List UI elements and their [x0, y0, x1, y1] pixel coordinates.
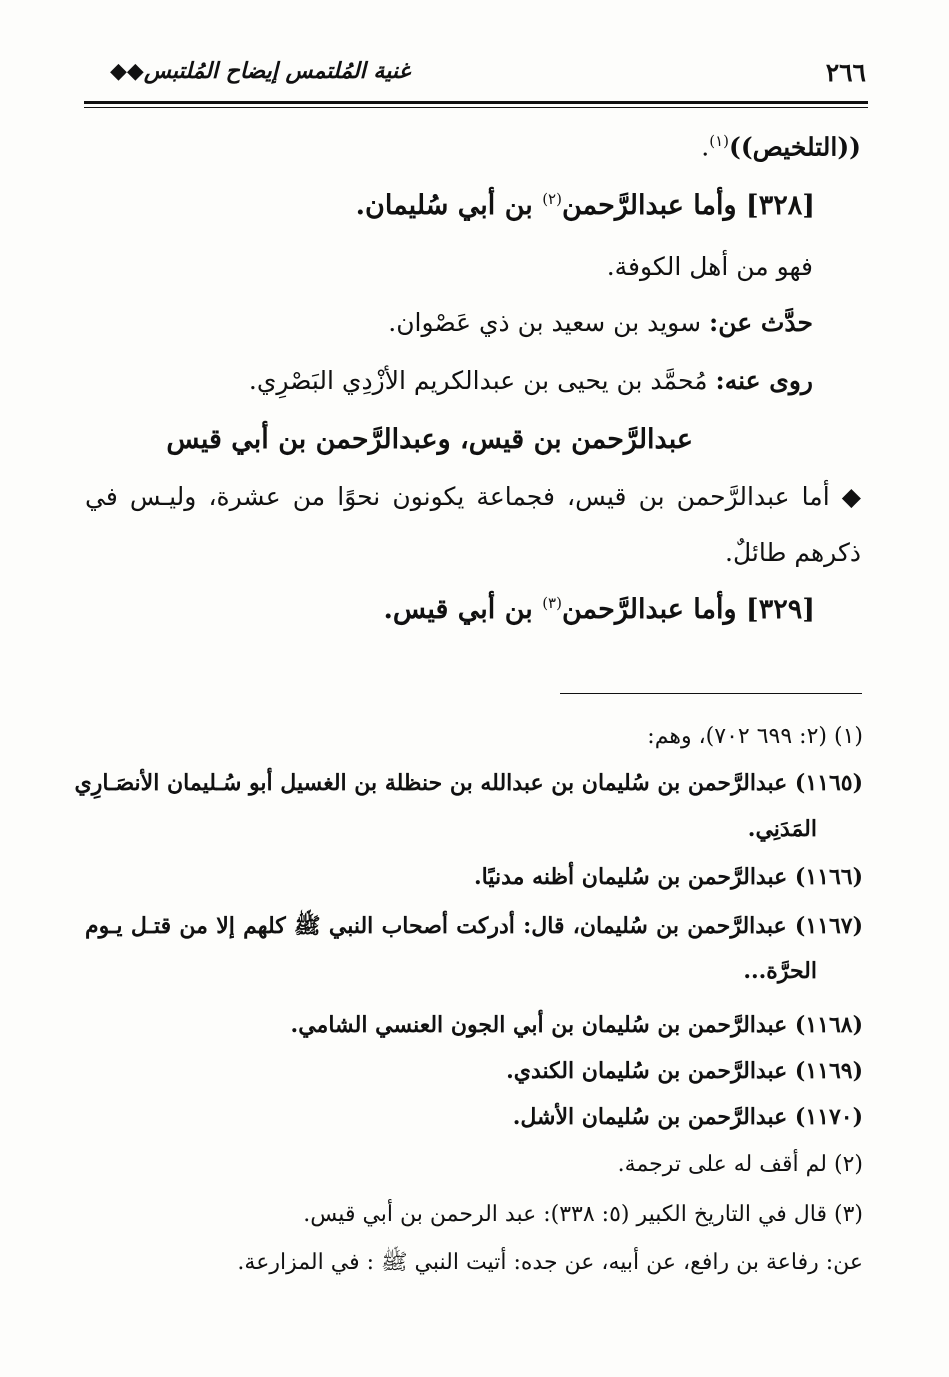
entry-328-name-a: وأما عبدالرَّحمن [561, 190, 737, 221]
footnote-ref-1: (١) [709, 132, 729, 150]
paragraph-line-1: ◆ أما عبدالرَّحمن بن قيس، فجماعة يكونون نحوًا من عشرة، وليـس في [85, 482, 861, 511]
footnote-3-cont: عن: رفاعة بن رافع، عن أبيه، عن جده: أتيت النبي ﷺ : في المزارعة. [237, 1250, 863, 1275]
entry-328-heading [356, 190, 815, 221]
kufa-line: فهو من أهل الكوفة. [606, 252, 813, 281]
talkhis-text: ((التلخيص)) [728, 132, 861, 162]
header-rule-thin [84, 107, 868, 108]
footnote-ref-3: (٣) [542, 594, 562, 612]
entry-328-name-b: بن أبي سُليمان. [355, 190, 533, 221]
footnote-1: (١) (٢: ٦٩٩ ٧٠٢)، وهم: [647, 724, 863, 749]
footnote-3: (٣) قال في التاريخ الكبير (٥: ٣٣٨): عبد الرحمن بن أبي قيس. [303, 1202, 863, 1227]
footnote-1-item-1165-cont: المَدَنِي. [747, 816, 817, 842]
header-rule-thick [84, 101, 868, 104]
entry-328-number: [٣٢٨] [745, 190, 815, 221]
footnote-separator [560, 693, 862, 694]
footnote-1-item-1168: (١١٦٨) عبدالرَّحمن بن سُليمان بن أبي الجون العنسي الشامي. [290, 1012, 863, 1038]
rawa-value: مُحمَّد بن يحيى بن عبدالكريم الأزْدِي البَصْرِي. [248, 366, 708, 395]
haddath-value: سويد بن سعيد بن ذي عَصْوان. [388, 308, 702, 337]
entry-329-heading [384, 594, 815, 625]
footnote-1-item-1167: (١١٦٧) عبدالرَّحمن بن سُليمان، قال: أدركت أصحاب النبي ﷺ كلهم إلا من قتـل يـوم [85, 913, 863, 939]
entry-329-number: [٣٢٩] [745, 594, 815, 625]
talkhis-end: . [701, 132, 710, 162]
footnote-ref-2: (٢) [542, 190, 562, 208]
section-heading: عبدالرَّحمن بن قيس، وعبدالرَّحمن بن أبي قيس [166, 424, 693, 455]
paragraph-line-2: ذكرهم طائلٌ. [725, 538, 861, 567]
footnote-1-item-1169: (١١٦٩) عبدالرَّحمن بن سُليمان الكندي. [506, 1058, 863, 1084]
rawa-label: روى عنه: [715, 366, 813, 395]
haddath-label: حدَّث عن: [709, 308, 813, 337]
footnote-1-item-1166: (١١٦٦) عبدالرَّحمن بن سُليمان أظنه مدنيًا. [473, 864, 863, 890]
rawa-line [249, 366, 813, 395]
footnote-1-item-1167-cont: الحرَّة... [743, 958, 817, 984]
footnote-1-item-1170: (١١٧٠) عبدالرَّحمن بن سُليمان الأشل. [512, 1104, 863, 1130]
book-title: غنية المُلتمس إيضاح المُلتبس◆◆ [110, 58, 410, 84]
entry-329-name-b: بن أبي قيس. [383, 594, 533, 625]
haddath-line [388, 308, 813, 337]
talkhis-line [701, 132, 861, 161]
page-number: ٢٦٦ [825, 58, 866, 87]
entry-329-name-a: وأما عبدالرَّحمن [561, 594, 737, 625]
footnote-1-item-1165: (١١٦٥) عبدالرَّحمن بن سُليمان بن عبدالله بن حنظلة بن الغسيل أبو سُـليمان الأنصَـارِي [74, 770, 863, 796]
footnote-2: (٢) لم أقف له على ترجمة. [617, 1152, 863, 1177]
